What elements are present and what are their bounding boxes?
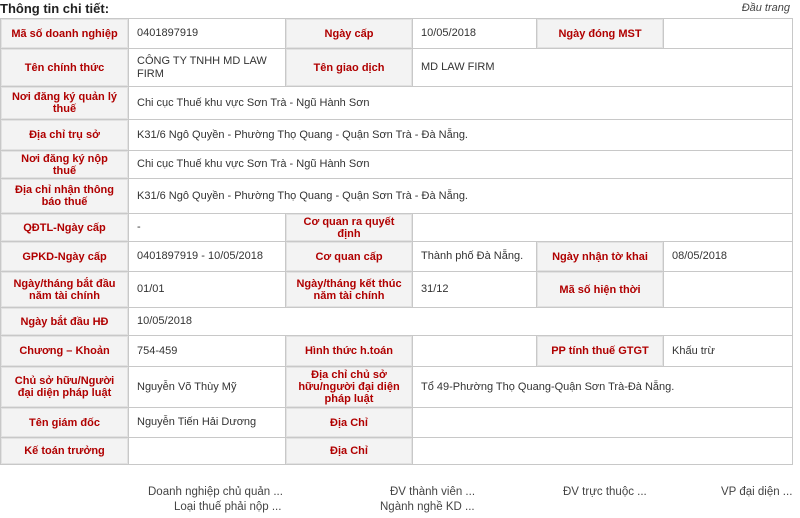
table-row	[1, 151, 793, 179]
field-label: Ngày/tháng kết thúc năm tài chính	[286, 272, 413, 308]
field-label: Địa Chỉ	[286, 408, 413, 438]
table-row	[1, 179, 793, 214]
field-label: Địa chỉ chủ sở hữu/người đại diện pháp luật	[286, 367, 413, 408]
field-label: Hình thức h.toán	[286, 336, 413, 367]
table-row	[1, 367, 793, 408]
field-label: Cơ quan ra quyết định	[286, 214, 413, 242]
field-value: Chi cục Thuế khu vực Sơn Trà - Ngũ Hành Sơn	[129, 151, 793, 179]
field-value: Nguyễn Tiến Hải Dương	[129, 408, 286, 438]
field-label: Tên giám đốc	[1, 408, 129, 438]
table-row	[1, 242, 793, 272]
field-value	[664, 19, 793, 49]
field-value: 31/12	[413, 272, 537, 308]
field-label: Tên giao dịch	[286, 49, 413, 87]
field-label: Ngày/tháng bắt đầu năm tài chính	[1, 272, 129, 308]
field-label: PP tính thuế GTGT	[537, 336, 664, 367]
field-value	[413, 336, 537, 367]
table-row	[1, 272, 793, 308]
page-title: Thông tin chi tiết:	[0, 1, 110, 16]
field-value: 754-459	[129, 336, 286, 367]
table-row	[1, 408, 793, 438]
field-label: Kế toán trưởng	[1, 438, 129, 465]
field-value: MD LAW FIRM	[413, 49, 793, 87]
field-label: Chủ sở hữu/Người đại diện pháp luật	[1, 367, 129, 408]
field-label: QĐTL-Ngày cấp	[1, 214, 129, 242]
representative-office-link[interactable]: VP đại diện ...	[721, 486, 793, 498]
field-value	[413, 438, 793, 465]
field-value	[413, 214, 793, 242]
field-label: Ngày nhận tờ khai	[537, 242, 664, 272]
field-value	[664, 272, 793, 308]
member-units-link[interactable]: ĐV thành viên ...	[390, 486, 476, 498]
parent-company-link[interactable]: Doanh nghiệp chủ quản ...	[148, 486, 283, 498]
field-value: K31/6 Ngô Quyền - Phường Thọ Quang - Quận Sơn Trà - Đà Nẵng.	[129, 120, 793, 151]
field-label: Mã số doanh nghiệp	[1, 19, 129, 49]
table-row	[1, 19, 793, 49]
table-row	[1, 336, 793, 367]
field-label: Ngày bắt đầu HĐ	[1, 308, 129, 336]
field-value: Chi cục Thuế khu vực Sơn Trà - Ngũ Hành Sơn	[129, 87, 793, 120]
field-label: Ngày cấp	[286, 19, 413, 49]
table-row	[1, 49, 793, 87]
table-row	[1, 308, 793, 336]
field-label: Địa Chỉ	[286, 438, 413, 465]
field-value: 01/01	[129, 272, 286, 308]
field-value: CÔNG TY TNHH MD LAW FIRM	[129, 49, 286, 87]
field-value: 10/05/2018	[129, 308, 793, 336]
field-value: 0401897919 - 10/05/2018	[129, 242, 286, 272]
field-label: Cơ quan cấp	[286, 242, 413, 272]
field-value: K31/6 Ngô Quyền - Phường Thọ Quang - Quận Sơn Trà - Đà Nẵng.	[129, 179, 793, 214]
field-value: Tổ 49-Phường Thọ Quang-Quận Sơn Trà-Đà Nẵng.	[413, 367, 793, 408]
details-table	[0, 18, 793, 465]
tax-types-link[interactable]: Loại thuế phải nộp ...	[174, 501, 282, 513]
field-value	[413, 408, 793, 438]
field-label: Nơi đăng ký nộp thuế	[1, 151, 129, 179]
subsidiary-units-link[interactable]: ĐV trực thuộc ...	[563, 486, 647, 498]
field-value: -	[129, 214, 286, 242]
table-row	[1, 87, 793, 120]
field-value: Nguyễn Võ Thùy Mỹ	[129, 367, 286, 408]
field-value: 08/05/2018	[664, 242, 793, 272]
field-label: GPKD-Ngày cấp	[1, 242, 129, 272]
field-label: Chương – Khoản	[1, 336, 129, 367]
field-label: Nơi đăng ký quản lý thuế	[1, 87, 129, 120]
table-row	[1, 438, 793, 465]
field-value	[129, 438, 286, 465]
field-label: Tên chính thức	[1, 49, 129, 87]
back-to-top-link[interactable]: Đầu trang	[741, 2, 790, 14]
field-value: Khấu trừ	[664, 336, 793, 367]
field-label: Ngày đóng MST	[537, 19, 664, 49]
field-label: Địa chỉ nhận thông báo thuế	[1, 179, 129, 214]
field-value: 10/05/2018	[413, 19, 537, 49]
field-label: Mã số hiện thời	[537, 272, 664, 308]
business-lines-link[interactable]: Ngành nghề KD ...	[380, 501, 475, 513]
field-value: 0401897919	[129, 19, 286, 49]
table-row	[1, 120, 793, 151]
field-value: Thành phố Đà Nẵng.	[413, 242, 537, 272]
table-row	[1, 214, 793, 242]
field-label: Địa chỉ trụ sở	[1, 120, 129, 151]
